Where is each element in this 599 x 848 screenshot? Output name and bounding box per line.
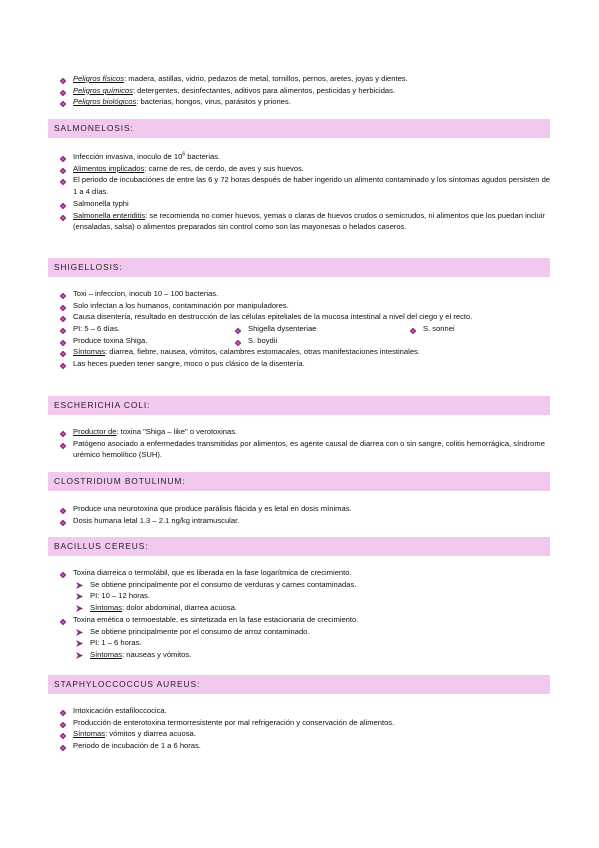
sub-list-item: PI: 1 – 6 horas. xyxy=(56,637,551,649)
list-item: Dosis humana letal 1.3 – 2.1 ng/kg intramuscular. xyxy=(56,515,551,527)
arrow-bullet-icon xyxy=(76,604,83,611)
diamond-bullet-icon xyxy=(235,326,241,332)
list-item: Solo infectan a los humanos, contaminación por manipuladores. xyxy=(56,300,551,312)
diamond-bullet-icon xyxy=(60,177,66,183)
arrow-bullet-icon xyxy=(76,628,83,635)
diamond-bullet-icon xyxy=(60,570,66,576)
diamond-bullet-icon xyxy=(60,441,66,447)
list-item: Alimentos implicados: carne de res, de cerdo, de aves y sus huevos. xyxy=(56,163,551,175)
list-item: Infección invasiva, inoculo de $10^6$ bacterias. xyxy=(56,151,551,163)
diamond-bullet-icon xyxy=(60,76,66,82)
list-item: Produce una neurotoxina que produce parálisis flácida y es letal en dosis mínimas. xyxy=(56,503,551,515)
diamond-bullet-icon xyxy=(60,338,66,344)
diamond-bullet-icon xyxy=(60,326,66,332)
diamond-bullet-icon xyxy=(60,201,66,207)
list-item: Productor de: toxina "Shiga – like" o verotoxinas. xyxy=(56,426,551,438)
list-item: Causa disentería, resultado en destrucción de las células epiteliales de la mucosa intestinal a nivel del ciego y el recto. xyxy=(56,311,551,323)
diamond-bullet-icon xyxy=(60,303,66,309)
diamond-bullet-icon xyxy=(410,326,416,332)
list-item: PI: 5 – 6 días. xyxy=(56,323,120,335)
cereus-list xyxy=(56,567,551,661)
list-item: Peligros físicos: madera, astillas, vidrio, pedazos de metal, tornillos, pernos, aretes, joyas y dientes. xyxy=(56,73,551,85)
list-item: Peligros biológicos: bacterias, hongos, virus, parásitos y priones. xyxy=(56,96,551,108)
arrow-bullet-icon xyxy=(76,592,83,599)
diamond-bullet-icon xyxy=(60,731,66,737)
list-item: S. boydii xyxy=(231,335,277,347)
diamond-bullet-icon xyxy=(60,99,66,105)
list-item: S. sonnei xyxy=(406,323,455,335)
diamond-bullet-icon xyxy=(60,291,66,297)
diamond-bullet-icon xyxy=(60,743,66,749)
diamond-bullet-icon xyxy=(60,708,66,714)
list-item: Patógeno asociado a enfermedades transmitidas por alimentos, es agente causal de diarrea con o sin sangre, colitis hemorrágica, síndrome urémico hemolítico (SUH). xyxy=(56,438,551,461)
sub-list-item: PI: 10 – 12 horas. xyxy=(56,590,551,602)
list-item: Salmonella typhi xyxy=(56,198,551,210)
arrow-bullet-icon xyxy=(76,581,83,588)
diamond-bullet-icon xyxy=(60,429,66,435)
section-header-ecoli: ESCHERICHIA COLI: xyxy=(48,396,550,415)
diamond-bullet-icon xyxy=(60,154,66,160)
diamond-bullet-icon xyxy=(60,213,66,219)
list-item: Peligros químicos: detergentes, desinfectantes, aditivos para alimentos, pesticidas y herbicidas. xyxy=(56,85,551,97)
list-row-columns xyxy=(56,335,551,347)
list-item: Toxina emética o termoestable, es sintetizada en la fase estacionaria de crecimiento. xyxy=(56,614,551,626)
list-item: Síntomas: vómitos y diarrea acuosa. xyxy=(56,728,551,740)
staph-list xyxy=(56,705,551,752)
diamond-bullet-icon xyxy=(60,518,66,524)
list-item: Toxi – infeccion, inocub 10 – 100 bacterias. xyxy=(56,288,551,300)
sub-list-item: Se obtiene principalmente por el consumo de arroz contaminado. xyxy=(56,626,551,638)
hazards-list xyxy=(56,73,551,108)
list-item: Toxina diarreica o termolábil, que es liberada en la fase logarítmica de crecimiento. xyxy=(56,567,551,579)
diamond-bullet-icon xyxy=(60,361,66,367)
list-item: Intoxicación estafiloccocica. xyxy=(56,705,551,717)
shigellosis-list xyxy=(56,288,551,370)
sub-list-item: Síntomas: nauseas y vómitos. xyxy=(56,649,551,661)
diamond-bullet-icon xyxy=(60,88,66,94)
diamond-bullet-icon xyxy=(60,617,66,623)
diamond-bullet-icon xyxy=(60,506,66,512)
section-header-staph: STAPHYLOCCOCCUS AUREUS: xyxy=(48,675,550,694)
list-item: Periodo de incubación de 1 a 6 horas. xyxy=(56,740,551,752)
salmonelosis-list xyxy=(56,151,551,233)
list-item: Producción de enterotoxina termorresistente por mal refrigeración y conservación de alimentos. xyxy=(56,717,551,729)
section-header-cereus: BACILLUS CEREUS: xyxy=(48,537,550,556)
diamond-bullet-icon xyxy=(60,166,66,172)
list-item: Las heces pueden tener sangre, moco o pus clásico de la disentería. xyxy=(56,358,551,370)
section-header-shigellosis: SHIGELLOSIS: xyxy=(48,258,550,277)
sub-list-item: Síntomas: dolor abdominal, diarrea acuosa. xyxy=(56,602,551,614)
sub-list-item: Se obtiene principalmente por el consumo de verduras y carnes contaminadas. xyxy=(56,579,551,591)
list-row-columns xyxy=(56,323,551,335)
diamond-bullet-icon xyxy=(60,349,66,355)
arrow-bullet-icon xyxy=(76,651,83,658)
section-header-salmonelosis: SALMONELOSIS: xyxy=(48,119,550,138)
diamond-bullet-icon xyxy=(235,338,241,344)
list-item: Síntomas: diarrea, fiebre, nausea, vómitos, calambres estomacales, otras manifestaciones intestinales. xyxy=(56,346,551,358)
list-item: El periodo de incubaciónes de entre las 6 y 72 horas después de haber ingerido un alimento contaminado y los síntomas agudos persisten de 1 a 4 días. xyxy=(56,174,551,197)
ecoli-list xyxy=(56,426,551,461)
list-item: Shigella dysenteriae xyxy=(231,323,316,335)
diamond-bullet-icon xyxy=(60,314,66,320)
section-header-botulinum: CLOSTRIDIUM BOTULINUM: xyxy=(48,472,550,491)
arrow-bullet-icon xyxy=(76,639,83,646)
list-item: Salmonella enteriditis: se recomienda no comer huevos, yemas o claras de huevos crudos o semicrudos, ni alimentos que los puedan incluir (ensaladas, salsa) o alimentos preparados sin control como son las mayonesas o helados caseros. xyxy=(56,210,551,233)
diamond-bullet-icon xyxy=(60,720,66,726)
botulinum-list xyxy=(56,503,551,526)
list-item: Produce toxina Shiga. xyxy=(56,335,147,347)
